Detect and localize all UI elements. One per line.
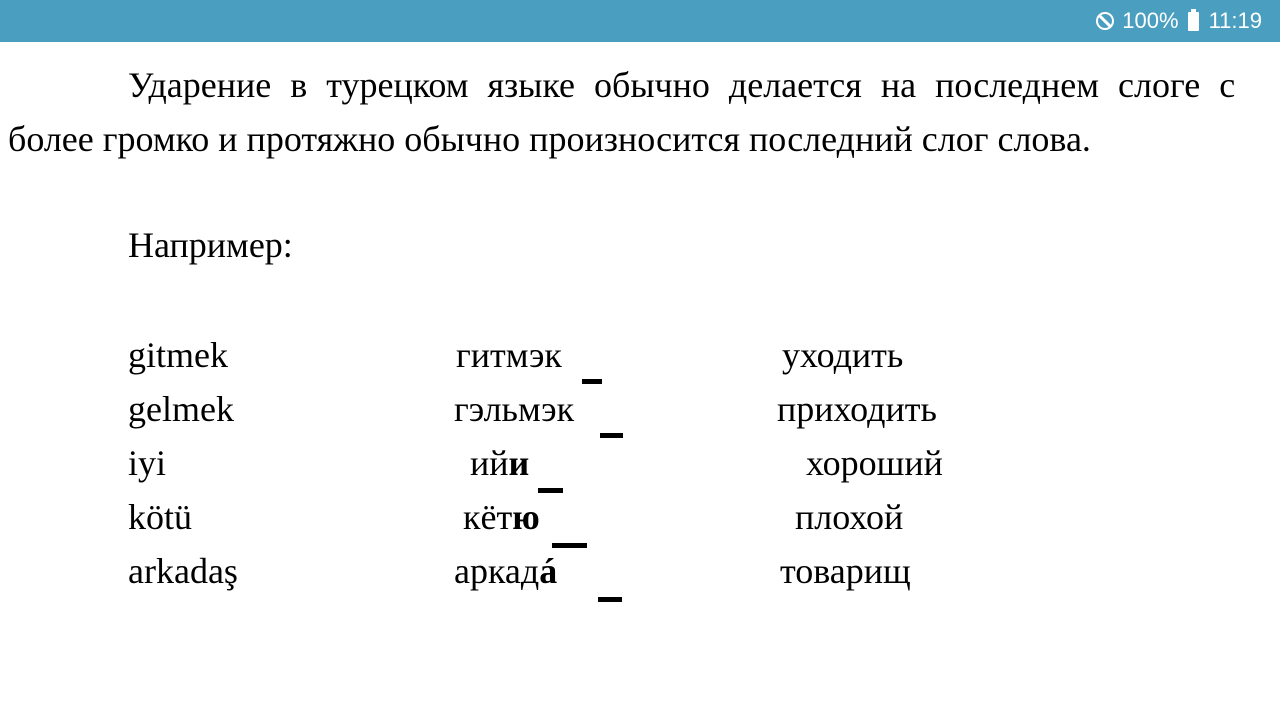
example-label: Например:	[128, 225, 293, 265]
transliteration	[456, 334, 562, 376]
translit-plain: гитмэк	[456, 335, 562, 375]
russian-translation: уходить	[782, 335, 904, 375]
turkish-word: gitmek	[128, 335, 228, 375]
translit-plain: аркад	[454, 551, 540, 591]
russian-translation: приходить	[777, 389, 937, 429]
translit-stressed: и	[508, 443, 530, 483]
translit-plain: кёт	[463, 497, 513, 537]
translit-plain: гэльмэк	[454, 389, 575, 429]
battery-icon	[1188, 12, 1199, 31]
status-bar	[0, 0, 1280, 42]
stress-mark	[538, 488, 563, 493]
transliteration	[454, 550, 557, 592]
clock-time: 11:19	[1208, 8, 1262, 33]
document-page	[0, 42, 1280, 720]
paragraph-line-1: Ударение в турецком языке обычно делается на последнем слоге с	[128, 65, 1236, 105]
turkish-word: arkadaş	[128, 551, 238, 591]
paragraph-line-2: более громко и протяжно обычно произносится последний слог слова.	[8, 119, 1091, 159]
stress-mark	[598, 597, 622, 602]
transliteration	[463, 496, 540, 538]
stress-mark	[582, 379, 602, 384]
translit-stressed: á	[539, 551, 558, 591]
battery-percent: 100%	[1122, 8, 1179, 33]
do-not-disturb-icon	[1096, 12, 1114, 30]
russian-translation: товарищ	[780, 551, 911, 591]
translit-plain: ий	[470, 443, 509, 483]
transliteration	[454, 388, 574, 430]
russian-translation: плохой	[795, 497, 904, 537]
turkish-word: kötü	[128, 497, 193, 537]
translit-stressed: ю	[512, 497, 540, 537]
stress-mark	[600, 433, 623, 438]
turkish-word: iyi	[128, 443, 167, 483]
transliteration	[470, 442, 529, 484]
turkish-word: gelmek	[128, 389, 234, 429]
stress-mark	[552, 543, 587, 548]
russian-translation: хороший	[806, 443, 943, 483]
status-indicators	[1096, 8, 1262, 34]
